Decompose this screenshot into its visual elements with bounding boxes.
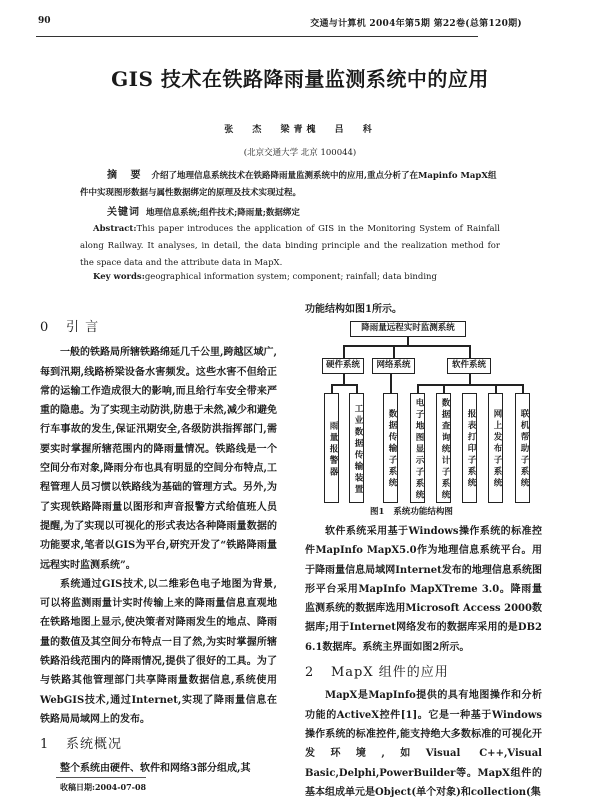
connector-line — [443, 384, 445, 393]
connector-line — [331, 384, 333, 393]
section-0-heading: 0 引 言 — [40, 320, 100, 335]
diagram-leaf-data-transmission-subsystem: 数据传输子系统 — [383, 393, 398, 503]
mapx-paragraph: MapX是MapInfo提供的具有地图操作和分析功能的ActiveX控件[1]。它是一种基于Windows操作系统的标准控件,能支持绝大多数标准的可视化开发环境,如Visual C++,Visual Basic,Delphi,PowerBuilder等。MapX组件的基本组成单元是Object(单个对象)和collection(集 — [305, 690, 542, 798]
keywords-en — [93, 272, 437, 282]
page-number: 90 — [38, 16, 51, 26]
diagram-leaf-online-help-subsystem: 联机帮助子系统 — [515, 393, 530, 503]
connector-line — [495, 384, 497, 393]
diagram-leaf-web-publish-subsystem: 网上发布子系统 — [488, 393, 503, 503]
diagram-node-network: 网络系统 — [372, 358, 415, 374]
figure-1-caption: 图1 系统功能结构图 — [370, 507, 453, 517]
abstract-en-text: This paper introduces the application of GIS in the Monitoring System of Rainfall along Railway. It analyses, in detail, the data binding principle and the realization method for the space data and the attribute data in MapX. — [80, 224, 500, 268]
software-paragraph: 软件系统采用基于Windows操作系统的标准控件MapInfo MapX5.0作为地理信息系统平台。用于降雨量信息局域网Internet发布的地理信息系统图形平台采用MapInfo MapXTreme 3.0。降雨量监测系统的数据库选用Microsoft Access 2000数据库;用于Internet网络发布的数据库采用的是DB2 6.1数据库。系统主界面如图2所示。 — [305, 526, 542, 653]
keywords-en-text: geographical information system; component; rainfall; data binding — [144, 272, 437, 282]
keywords-cn — [107, 203, 300, 218]
intro-paragraph-2: 系统通过GIS技术,以二维彩色电子地图为背景,可以将监测雨量计实时传输上来的降雨量信息直观地在铁路地图上显示,使决策者对降雨发生的地点、降雨量的数值及其空间分布特点一目了然,为实时掌握所辖铁路沿线范围内的降雨情况,提供了很好的工具。为了与铁路其他管理部门共享降雨量数据信息,系统使用WebGIS技术,通过Internet,实现了降雨量信息在铁路局局域网上的发布。 — [40, 578, 277, 725]
right-column-body — [305, 522, 542, 802]
affiliation: (北京交通大学 北京 100044) — [243, 148, 357, 158]
connector-line — [343, 345, 469, 347]
diagram-leaf-map-display-subsystem: 电子地图显示子系统 — [410, 393, 425, 503]
connector-line — [417, 384, 523, 386]
connector-line — [469, 374, 471, 384]
abstract-en — [80, 221, 500, 272]
diagram-node-software: 软件系统 — [447, 358, 491, 374]
authors: 张 杰 梁青槐 吕 科 — [224, 125, 376, 135]
diagram-leaf-data-transmitter: 工业数据传输装置 — [349, 393, 364, 503]
journal-header: 交通与计算机 2004年第5期 第22卷(总第120期) — [310, 19, 522, 29]
connector-line — [356, 384, 358, 393]
abstract-cn-label: 摘 要 — [107, 170, 146, 181]
section-1-heading: 1 系统概况 — [40, 737, 123, 753]
footnote-rule — [56, 777, 146, 778]
intro-paragraph-1: 一般的铁路局所辖铁路绵延几千公里,跨越区域广,每到汛期,线路桥梁设备水害频发。这些水害不但给正常的运输工作造成很大的影响,而且给行车安全带来严重的隐患。为了实现主动防洪,防患于未然,减少和避免行车事故的发生,保证汛期安全,各级防洪指挥部门,需要实时掌握所辖范围内的降雨量情况。铁路线是一个空间分布对象,降雨分布也具有明显的空间分布特点,工程管理人员习惯以铁路线为基础的管理方式。另外,为了实现铁路降雨量以图形和声音报警方式给值班人员提醒,为了实现以可视化的形式表达各种降雨量数据的功能要求,笔者以GIS为平台,研究开发了“铁路降雨量远程实时监测系统”。 — [40, 347, 277, 571]
abstract-en-label: Abstract: — [93, 224, 137, 234]
connector-line — [522, 384, 524, 393]
header-rule — [36, 36, 478, 37]
connector-line — [343, 345, 345, 358]
keywords-en-label: Key words: — [93, 272, 145, 282]
figure-intro: 功能结构如图1所示。 — [305, 304, 402, 315]
connector-line — [393, 345, 395, 358]
overview-paragraph: 整个系统由硬件、软件和网络3部分组成,其 — [60, 762, 251, 774]
abstract-cn — [80, 167, 500, 202]
diagram-node-hardware: 硬件系统 — [322, 358, 364, 374]
keywords-cn-text: 地理信息系统;组件技术;降雨量;数据绑定 — [146, 208, 300, 218]
abstract-cn-text: 介绍了地理信息系统技术在铁路降雨量监测系统中的应用,重点分析了在Mapinfo MapX组件中实现图形数据与属性数据绑定的原理及技术实现过程。 — [80, 171, 497, 198]
connector-line — [417, 384, 419, 393]
diagram-leaf-report-print-subsystem: 报表打印子系统 — [462, 393, 477, 503]
diagram-root-node: 降雨量远程实时监测系统 — [350, 321, 466, 337]
left-column — [40, 318, 277, 778]
keywords-cn-label: 关键词 — [107, 207, 140, 218]
connector-line — [343, 374, 345, 384]
paper-title: GIS 技术在铁路降雨量监测系统中的应用 — [111, 67, 489, 91]
diagram-leaf-rain-alarm: 雨量报警器 — [324, 393, 339, 503]
connector-line — [390, 374, 392, 393]
received-date-footnote: 收稿日期:2004-07-08 — [60, 782, 147, 792]
connector-line — [469, 345, 471, 358]
diagram-leaf-query-stats-subsystem: 数据查询统计子系统 — [436, 393, 451, 503]
connector-line — [331, 384, 357, 386]
section-2-heading: 2 MapX 组件的应用 — [305, 665, 449, 681]
